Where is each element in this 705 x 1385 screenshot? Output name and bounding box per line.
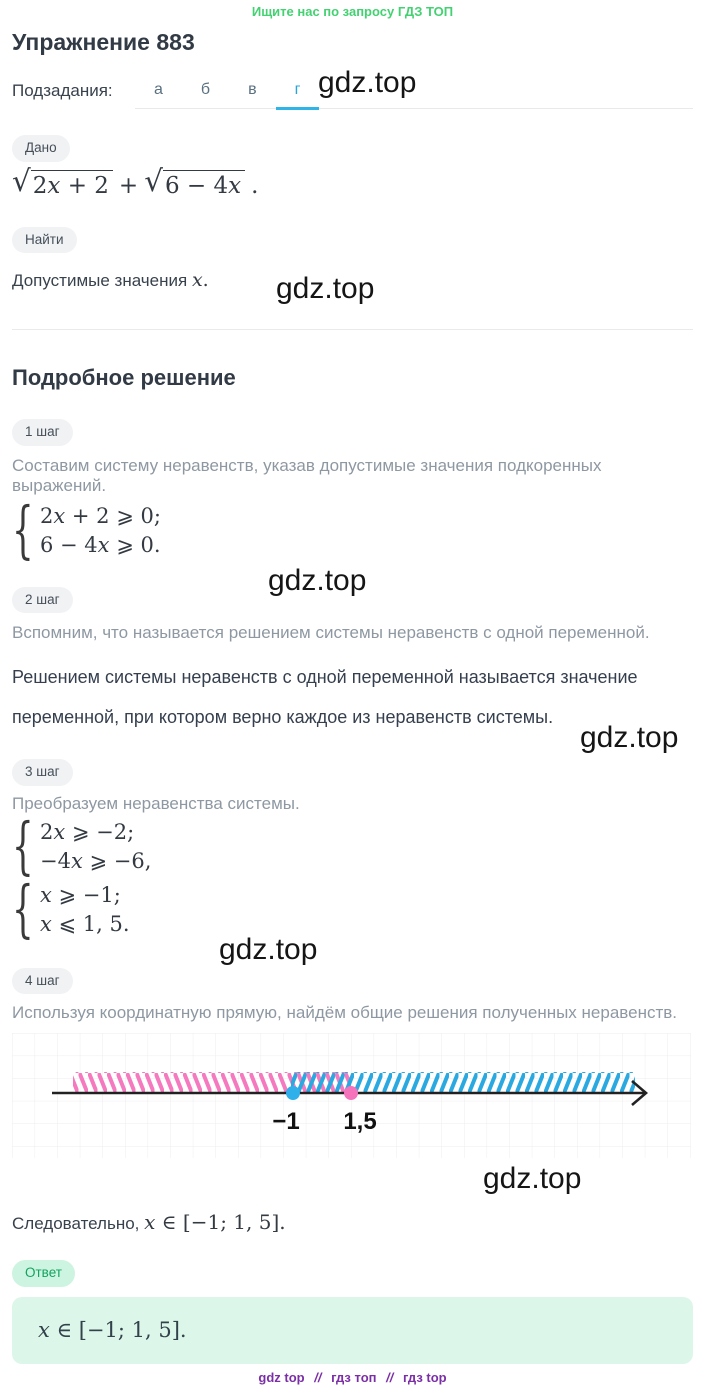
- definition-note: [12, 657, 693, 737]
- brace-icon: {: [12, 872, 34, 946]
- given-badge: Дано: [12, 135, 70, 162]
- answer-box: [12, 1297, 693, 1364]
- footer-separator: //: [314, 1369, 322, 1385]
- brace-icon: {: [12, 493, 34, 567]
- footer-separator: //: [386, 1369, 394, 1385]
- step3-badge-wrap: [12, 759, 693, 786]
- watermark: gdz.top: [268, 564, 367, 597]
- step2-badge: 2 шаг: [12, 587, 73, 614]
- radical-sign: √: [12, 163, 31, 198]
- conclusion-prefix: Следовательно,: [12, 1214, 145, 1233]
- inequality: x ⩽ 1, 5.: [40, 911, 130, 936]
- step3-badge: 3 шаг: [12, 759, 73, 786]
- tab-b[interactable]: б: [200, 81, 211, 98]
- brace-icon: {: [12, 809, 34, 883]
- find-text: Допустимые значения x.: [12, 269, 209, 291]
- pink-point-dot: [344, 1086, 358, 1100]
- find-badge-wrap: [12, 227, 693, 254]
- conclusion-math: x ∈ [−1; 1, 5].: [144, 1210, 286, 1234]
- promo-banner: Ищите нас по запросу ГДЗ ТОП: [251, 4, 454, 19]
- step1-badge: 1 шаг: [12, 419, 73, 446]
- step4-description: Используя координатную прямую, найдём общие решения полученных неравенств.: [12, 1003, 678, 1022]
- right-point-label: 1,5: [343, 1108, 377, 1135]
- definition-line: переменной, при котором верно каждое из неравенств системы.: [12, 707, 554, 727]
- blue-hatch-region: [291, 1072, 635, 1092]
- left-point-label: −1: [272, 1108, 300, 1135]
- plus-sign: +: [118, 172, 139, 199]
- inequality: 2x ⩾ −2;: [40, 819, 135, 844]
- step3-description: Преобразуем неравенства системы.: [12, 793, 300, 813]
- step4-badge: 4 шаг: [12, 968, 73, 995]
- tab-v[interactable]: в: [248, 81, 257, 98]
- watermark: gdz.top: [483, 1162, 582, 1195]
- answer-badge: Ответ: [12, 1260, 75, 1287]
- answer-badge-wrap: [12, 1260, 693, 1287]
- subtasks-tabs: [12, 81, 693, 109]
- inequality: 6 − 4x ⩾ 0.: [40, 532, 161, 557]
- tab-g-active[interactable]: г: [276, 81, 320, 110]
- step4-badge-wrap: [12, 968, 693, 995]
- watermark: gdz.top: [318, 66, 417, 99]
- inequality: 2x + 2 ⩾ 0;: [40, 503, 161, 528]
- section-divider: [12, 329, 693, 330]
- page-title: Упражнение 883: [12, 29, 195, 55]
- inequality: −4x ⩾ −6,: [40, 848, 152, 873]
- radical-sign: √: [144, 163, 163, 198]
- system-2: [12, 809, 693, 883]
- given-formula: [12, 163, 693, 199]
- sqrt-expression-1: √ 2x + 2: [12, 170, 113, 199]
- step2-badge-wrap: [12, 587, 693, 614]
- solution-heading: Подробное решение: [12, 365, 236, 390]
- subtasks-label: Подзадания:: [12, 81, 113, 100]
- sqrt-expression-2: √ 6 − 4x: [144, 170, 245, 199]
- watermark: gdz.top: [580, 721, 679, 754]
- system-1: [12, 493, 693, 567]
- step1-description: Составим систему неравенств, указав допустимые значения подкоренных выражений.: [12, 455, 602, 495]
- definition-line: Решением системы неравенств с одной переменной называется значение: [12, 667, 638, 687]
- watermark: gdz.top: [219, 933, 318, 966]
- footer-link-2[interactable]: гдз топ: [331, 1369, 377, 1385]
- step2-description: Вспомним, что называется решением системы неравенств с одной переменной.: [12, 623, 650, 642]
- tab-a[interactable]: а: [154, 81, 163, 98]
- answer-math: x ∈ [−1; 1, 5].: [38, 1317, 187, 1342]
- number-line-figure: [12, 1033, 693, 1163]
- blue-point-dot: [286, 1086, 300, 1100]
- inequality: x ⩾ −1;: [40, 882, 121, 907]
- step1-badge-wrap: [12, 419, 693, 446]
- footer-link-3[interactable]: гдз top: [402, 1369, 447, 1385]
- given-badge-wrap: [12, 135, 693, 162]
- formula-period: .: [251, 172, 259, 199]
- system-3: [12, 872, 693, 946]
- watermark: gdz.top: [276, 272, 375, 305]
- find-badge: Найти: [12, 227, 77, 254]
- footer-links: [12, 1370, 693, 1385]
- conclusion-line: [12, 1210, 693, 1234]
- tabs-strip: [135, 81, 693, 109]
- footer-link-1[interactable]: gdz top: [258, 1369, 305, 1385]
